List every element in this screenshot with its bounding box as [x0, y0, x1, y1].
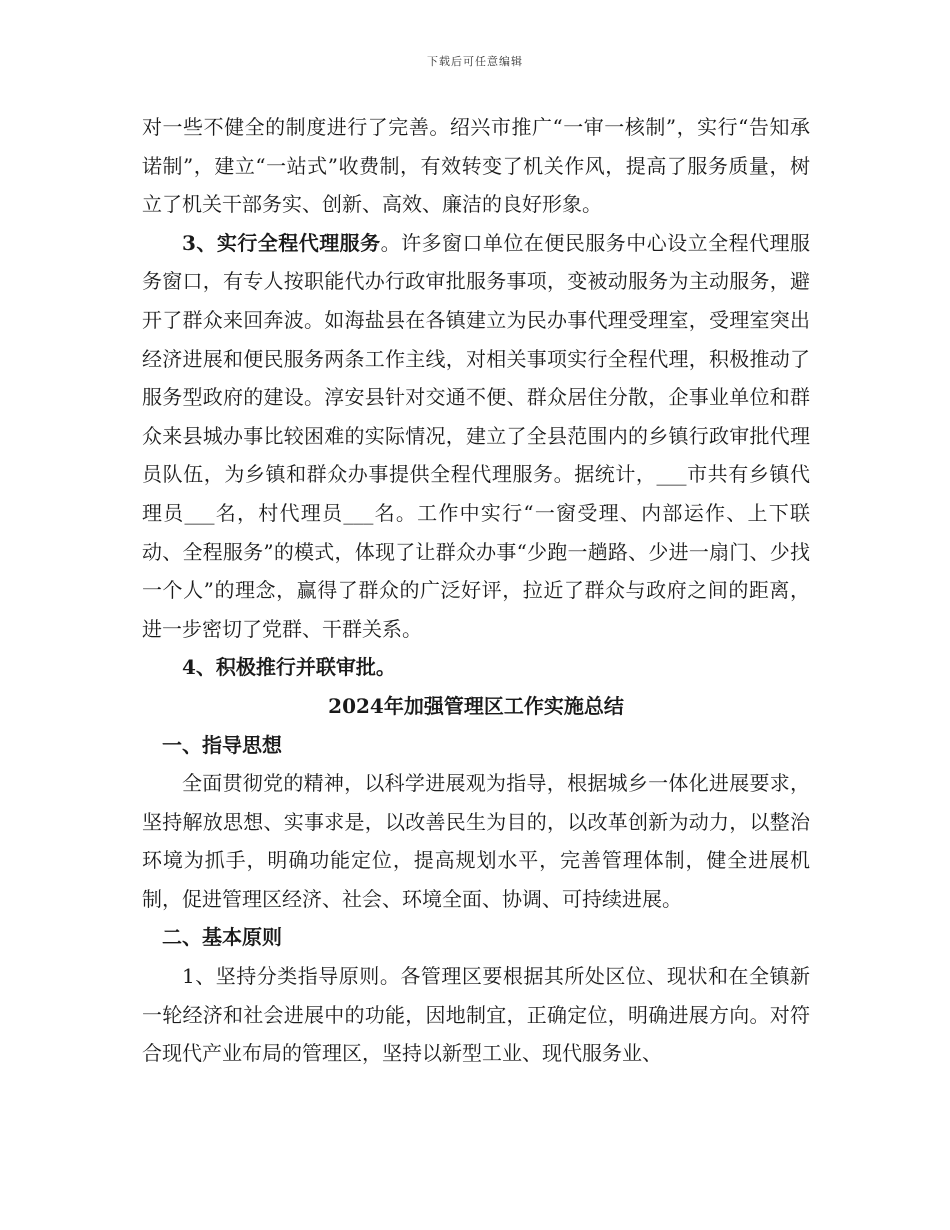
document-body — [142, 108, 810, 1073]
paragraph-guiding-thought: 全面贯彻党的精神，以科学进展观为指导，根据城乡一体化进展要求，坚持解放思想、实事求是，以改善民生为目的，以改革创新为动力，以整治环境为抓手，明确功能定位，提高规划水平，完善管理体制，健全进展机制，促进管理区经济、社会、环境全面、协调、可持续进展。 — [142, 771, 810, 911]
document-title: 2024年加强管理区工作实施总结 — [328, 693, 624, 718]
section-lead-agency: 3、实行全程代理服务 — [182, 230, 381, 255]
header-note: 下载后可任意编辑 — [427, 55, 523, 68]
heading-basic-principles: 二、基本原则 — [162, 925, 282, 950]
heading-guiding-thought: 一、指导思想 — [162, 732, 282, 757]
paragraph-principle-1: 1、坚持分类指导原则。各管理区要根据其所处区位、现状和在全镇新一轮经济和社会进展中的功能，因地制宜，正确定位，明确进展方向。对符合现代产业布局的管理区，坚持以新型工业、现代服务业、 — [142, 964, 810, 1066]
section-lead-parallel: 4、积极推行并联审批。 — [182, 655, 396, 680]
paragraph-reform: 对一些不健全的制度进行了完善。绍兴市推广“一审一核制”，实行“告知承诺制”，建立“一站式”收费制，有效转变了机关作风，提高了服务质量，树立了机关干部务实、创新、高效、廉洁的良好形象。 — [142, 115, 810, 217]
paragraph-agency-text: 。许多窗口单位在便民服务中心设立全程代理服务窗口，有专人按职能代办行政审批服务事项，变被动服务为主动服务，避开了群众来回奔波。如海盐县在各镇建立为民办事代理受理室，受理室突出经济进展和便民服务两条工作主线，对相关事项实行全程代理，积极推动了服务型政府的建设。淳安县针对交通不便、群众居住分散，企事业单位和群众来县城办事比较困难的实际情况，建立了全县范围内的乡镇行政审批代理员队伍，为乡镇和群众办事提供全程代理服务。据统计，___市共有乡镇代理员___名，村代理员___名。工作中实行“一窗受理、内部运作、上下联动、全程服务”的模式，体现了让群众办事“少跑一趟路、少进一扇门、少找一个人”的理念，赢得了群众的广泛好评，拉近了群众与政府之间的距离，进一步密切了党群、干群关系。 — [142, 230, 810, 641]
paragraph-agency-service — [142, 224, 810, 649]
